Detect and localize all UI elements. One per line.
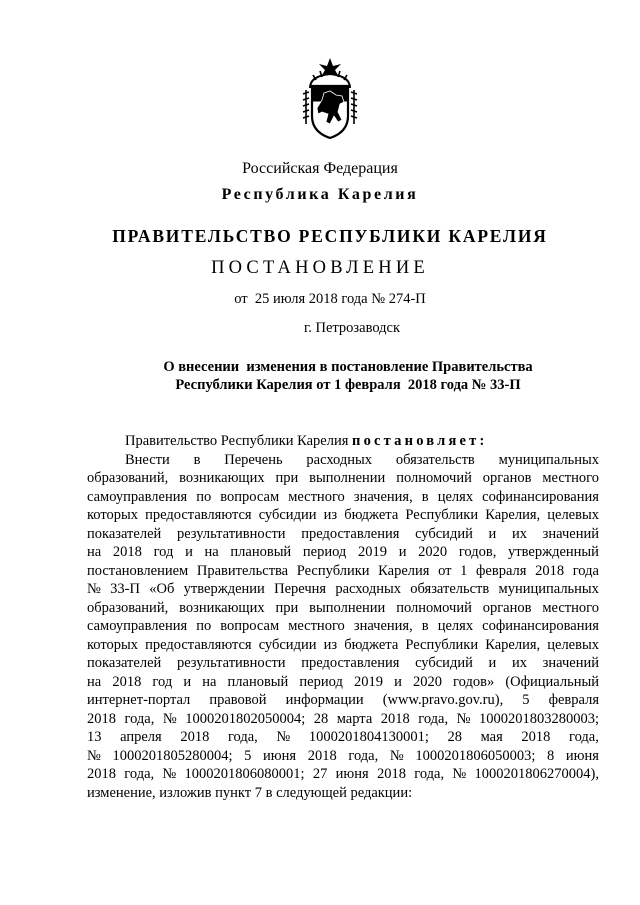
body-word: субсидии [258,636,317,653]
body-word: № [456,710,471,727]
body-word: 2018 [380,710,410,727]
body-word: Перечень [224,451,283,468]
body-word: результативности [176,655,286,671]
body-word: из [323,636,338,653]
body-word: 2018 [535,562,565,579]
body-word: результативности [176,525,286,542]
body-word: субсидий [415,525,473,542]
body-word: информации [285,692,364,708]
body-word: софинансирования [482,618,599,634]
body-word: целях [437,488,474,505]
body-word: выполнении [309,599,386,616]
body-word: 27 [312,766,328,782]
body-word: № [87,747,101,764]
body-word: бюджета [344,636,399,653]
body-line [87,599,599,618]
body-word: года, [414,766,445,782]
body-word: года, [124,710,155,727]
body-word: 1000201804130001; [308,729,429,745]
body-word: возникающих [179,599,265,616]
body-line [87,469,599,488]
body-word: Карелия [378,562,430,579]
body-word: при [275,470,299,486]
body-word: в [421,488,429,505]
document-body [87,432,599,802]
body-word: года [572,562,599,579]
body-word: по [196,618,212,634]
body-word: 2020 [412,673,442,690]
body-line [87,562,599,581]
body-word: мая [480,729,503,745]
body-word: муниципальных [498,581,599,597]
body-word: показателей [87,655,162,671]
body-word: субсидий [415,655,473,671]
body-word: № [389,747,404,764]
body-word: февраля [548,692,599,708]
body-word: интернет-портал [87,692,191,708]
body-word: Республики [296,562,370,579]
body-word: Республики [405,636,479,653]
body-line [87,525,599,544]
body-word: года, [348,747,379,764]
body-word: 28 [313,710,329,727]
body-word: 1000201806270004), [474,766,599,782]
body-word: значения, [353,488,413,505]
body-word: утвержденный [508,544,599,560]
body-word: 2018 [521,729,551,745]
body-word: значения, [353,618,413,634]
body-word: местного [542,470,599,486]
body-word: 5 [244,747,252,764]
body-word: 2018 [376,766,406,782]
body-word: 1000201802050004; [185,710,306,727]
body-word: местного [288,488,345,505]
body-word: 1000201806080001; [184,766,305,782]
body-word: плановый [227,673,289,690]
body-word: возникающих [179,470,265,486]
body-word: и [394,673,402,690]
body-line [87,654,599,673]
body-word: на [87,673,102,690]
body-word: предоставляются [145,636,252,653]
body-word: органов [482,470,532,486]
body-word: которых [87,636,139,653]
body-word: обязательств [395,451,475,468]
body-decision: постановляет: [352,433,488,449]
body-word: бюджета [344,507,399,523]
body-line [87,728,599,747]
body-word: 2018 [112,673,142,690]
body-word: № [452,766,467,782]
body-word: № [162,710,177,727]
body-word: в [193,451,201,468]
body-word: № [276,729,291,745]
body-word: 1000201805280004; [112,747,233,764]
body-word: самоуправления [87,618,188,634]
body-word: года, [418,710,449,727]
body-word: правовой [209,692,267,708]
body-word: полномочий [396,470,472,486]
body-word: целях [437,618,474,634]
subject-line: О внесении изменения в постановление Правительства [163,359,533,375]
body-word: июня [263,747,297,764]
body-word: 2018 [87,710,116,727]
body-word: Карелия, [485,636,541,653]
government-title: ПРАВИТЕЛЬСТВО РЕСПУБЛИКИ КАРЕЛИЯ [112,226,548,246]
body-word: их [511,655,527,671]
body-line [87,710,599,729]
body-word: годов» [453,673,495,690]
body-word: в [421,618,429,634]
body-word: марта [336,710,373,727]
body-word: 2019 [353,673,383,690]
body-word: года, [569,729,599,745]
body-word: Перечня [274,581,327,597]
body-word: предоставляются [145,507,252,523]
body-word: утверждении [183,581,265,597]
body-word: выполнении [309,470,386,486]
body-word: значений [542,525,599,542]
body-word: по [196,488,212,505]
body-line [87,765,599,784]
body-word: расходных [306,451,372,468]
body-word: 2020 [418,544,448,560]
body-line [87,580,599,599]
body-word: июня [565,747,599,764]
body-word: 8 [547,747,555,764]
document-city: г. Петрозаводск [303,320,401,336]
body-word: предоставления [301,525,400,542]
body-word: расходных [335,581,401,597]
document-type: ПОСТАНОВЛЕНИЕ [211,258,429,278]
karelia-coat-of-arms-icon [300,58,360,140]
body-word: 2018 [87,766,116,782]
body-word: целевых [547,636,599,653]
body-word: образований, [87,599,169,616]
body-word: (Официальный [505,673,599,690]
body-line [87,747,599,766]
body-line [87,488,599,507]
body-word: года, [227,729,258,745]
body-line [87,506,599,525]
country-name: Российская Федерация [242,160,398,177]
body-word: субсидии [258,507,317,523]
body-word: муниципальных [498,451,599,468]
body-word: год [153,544,174,560]
body-word: целевых [547,507,599,523]
body-word: предоставления [301,655,400,671]
body-word: годов, [458,544,497,560]
body-word: февраля [476,562,527,579]
body-line [87,636,599,655]
body-word: Правительства [196,562,289,579]
body-word: значений [542,655,599,671]
body-word: их [511,525,527,542]
body-word: и [398,544,407,560]
body-word: вопросам [220,618,280,634]
body-word: самоуправления [87,488,188,505]
body-word: № [87,581,101,597]
body-word: 1 [460,562,468,579]
body-word: от [438,562,452,579]
body-word: и [488,655,497,671]
body-intro: Правительство Республики Карелия [125,433,349,449]
body-word: которых [87,507,139,523]
body-line [87,451,599,470]
body-line: изменение, изложив пункт 7 в следующей редакции: [87,784,413,801]
body-word: № [162,766,177,782]
body-word: органов [482,599,532,616]
body-word: июня [335,766,369,782]
body-word: 1000201803280003; [478,710,599,727]
body-word: 2018 [307,747,337,764]
body-line [87,543,599,562]
body-word: (www.pravo.gov.ru), [382,692,504,708]
body-word: из [323,507,338,523]
body-word: при [275,599,299,616]
body-word: полномочий [396,599,472,616]
document-date: от 25 июля 2018 года № 274-П [234,291,426,307]
body-word: местного [288,618,345,634]
body-word: 33-П [110,581,140,597]
body-intro-line [87,432,599,451]
subject-line: Республики Карелия от 1 февраля 2018 года № 33-П [175,377,521,393]
body-word: год [152,673,173,690]
body-word: апреля [120,729,162,745]
body-word: и [185,544,193,560]
body-word: период [299,673,343,690]
body-word: и [183,673,192,690]
body-word: софинансирования [482,488,599,505]
body-word: 2018 [112,544,142,560]
body-line [87,673,599,692]
body-word: на [87,544,102,560]
body-word: 1000201806050003; [415,747,536,764]
body-word: плановый [230,544,292,560]
document-subject [28,358,640,394]
body-word: на [204,544,219,560]
body-word: и [488,525,497,542]
republic-name: Республика Карелия [221,186,419,203]
body-line [87,691,599,710]
body-word: Карелия, [485,507,541,523]
body-word: местного [542,599,599,616]
body-word: «Об [149,581,175,597]
body-word: 28 [447,729,462,745]
body-word: период [302,544,347,560]
body-word: 13 [87,729,102,745]
body-word: на [202,673,217,690]
body-word: показателей [87,525,162,542]
body-word: года, [124,766,155,782]
body-word: 5 [522,692,530,708]
body-word: постановлением [87,562,189,579]
body-word: 2019 [358,544,387,560]
body-line [87,617,599,636]
body-paragraph [87,451,599,803]
body-word: образований, [87,470,169,486]
body-word: обязательств [410,581,490,597]
body-word: вопросам [220,488,280,505]
body-word: Внести [125,451,170,468]
body-word: Республики [405,507,479,523]
body-word: 2018 [180,729,210,745]
